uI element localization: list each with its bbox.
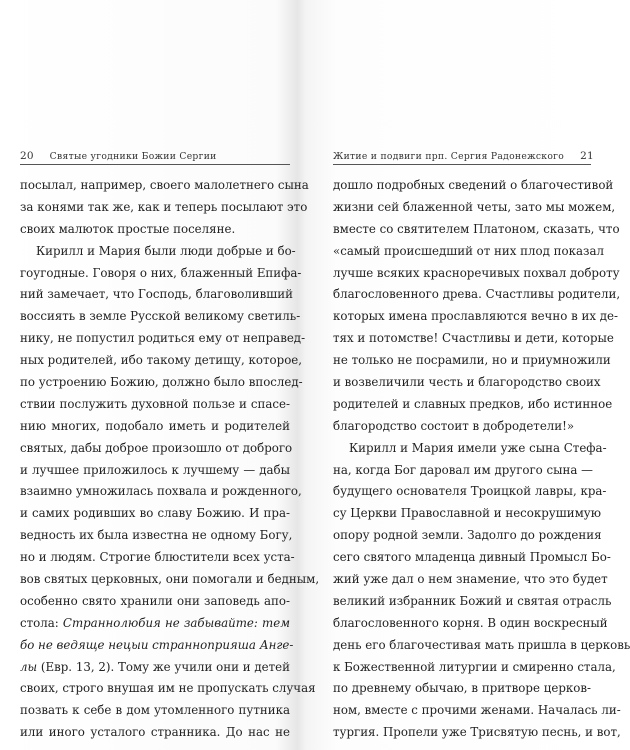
text-line — [333, 613, 608, 635]
text-line — [333, 284, 621, 306]
text-line — [20, 219, 290, 241]
text-line — [333, 569, 608, 591]
right-page-number: 21 — [580, 150, 594, 162]
line-text: святых, дабы доброе произошло от доброго — [20, 440, 293, 455]
left-page-text — [20, 175, 320, 744]
line-text: вов святых церковных, они помогали и бедным, — [20, 572, 320, 587]
line-text: жизни сей блаженной четы, зато мы можем, — [333, 199, 616, 214]
left-page — [20, 150, 320, 744]
text-line — [333, 306, 618, 328]
line-text: по древнему обычаю, в притворе церков- — [333, 681, 591, 696]
line-text: лучше всяких красноречивых похвал доброту — [333, 265, 620, 280]
line-text: и возвеличили честь и благородство своих — [333, 375, 601, 390]
text-line — [20, 591, 290, 613]
text-line — [20, 328, 306, 350]
line-text: дошло подробных сведений о благочестивой — [333, 178, 614, 192]
line-text: нику, не попустил родиться ему от неправед- — [20, 331, 306, 346]
text-line — [20, 460, 290, 482]
line-text: тургия. Пропели уже Трисвятую песнь, и вот, — [333, 725, 621, 740]
italic-quote: бо не ведяще нецыи странноприяша Анге- — [20, 637, 294, 652]
right-page-header — [333, 150, 594, 165]
right-page — [333, 150, 630, 744]
line-text: су Церкви Православной и несокрушимую — [333, 506, 601, 521]
line-text: своих малюток простые поселяне. — [20, 221, 236, 236]
line-text: опору родной земли. Задолго до рождения — [333, 528, 602, 543]
line-text: ных родителей, ибо такому детищу, которое, — [20, 353, 303, 368]
text-line — [20, 438, 293, 460]
text-line — [333, 525, 602, 547]
text-line — [333, 219, 620, 241]
line-text: жий уже дал о нем знамение, что это будет — [333, 572, 608, 587]
text-line — [333, 328, 614, 350]
line-text: тях и потомстве! Счастливы и дети, которые — [333, 331, 614, 346]
line-text: взаимно умножилась похвала и рожденного, — [20, 484, 302, 499]
text-line — [333, 503, 601, 525]
line-text: благословенного корня. В один воскресный — [333, 615, 608, 630]
line-text: своих, строго внушая им не пропускать случая — [20, 681, 316, 696]
text-line — [20, 547, 295, 569]
right-page-text — [333, 175, 630, 744]
line-text: благословенного древа. Счастливы родители, — [333, 287, 621, 302]
text-line — [333, 197, 616, 219]
text-line — [20, 678, 316, 700]
text-line — [20, 263, 302, 285]
text-line — [20, 197, 308, 219]
line-text: посылал, например, своего малолетнего сына — [20, 178, 309, 192]
line-text: великий избранник Божий и святая отрасль — [333, 593, 612, 608]
text-line — [333, 372, 601, 394]
text-line — [20, 481, 302, 503]
text-line — [333, 678, 591, 700]
line-text: ствии послужить духовной пользе и спасе- — [20, 396, 290, 411]
text-line — [333, 547, 611, 569]
line-text: день его благочестивая мать пришла в церковь — [333, 637, 630, 652]
text-line — [333, 591, 612, 613]
line-text: за конями так же, как и теперь посылают это — [20, 199, 308, 214]
left-page-header — [20, 150, 290, 165]
right-running-title: Житие и подвиги прп. Сергия Радонежского — [333, 151, 565, 162]
line-text: на, когда Бог даровал им другого сына — — [333, 462, 593, 477]
text-line — [20, 394, 290, 416]
text-line — [20, 722, 290, 744]
line-text: к Божественной литургии и смиренно стала, — [333, 659, 616, 674]
text-line — [20, 306, 301, 328]
line-text: которых имена прославляются вечно в их де- — [333, 309, 618, 324]
text-line — [333, 700, 621, 722]
line-text: стола: — [20, 615, 63, 630]
line-text: (Евр. 13, 2). Тому же учили они и детей — [37, 659, 290, 674]
text-line — [20, 372, 303, 394]
text-line — [20, 416, 290, 438]
line-text: будущего основателя Троицкой лавры, кра- — [333, 484, 607, 499]
text-line — [333, 460, 591, 482]
line-text: Кирилл и Мария были люди добрые и бо- — [36, 243, 296, 258]
line-text: благородство состоит в добродетели!» — [333, 418, 575, 433]
line-text: ном, вместе с прочими женами. Началась ли- — [333, 703, 621, 718]
text-line — [333, 416, 591, 438]
text-line — [333, 657, 616, 679]
line-text: но и людям. Строгие блюстители всех уста- — [20, 550, 295, 565]
text-line — [333, 263, 620, 285]
text-line — [20, 613, 290, 635]
line-text: и лучшее приложилось к лучшему — дабы — [20, 462, 290, 477]
text-line — [20, 284, 293, 306]
line-text: родителей и славных предков, ибо истинное — [333, 396, 613, 411]
text-line — [20, 525, 293, 547]
text-line — [333, 481, 607, 503]
line-text: нию многих, подобало иметь и родителей — [20, 418, 290, 433]
text-line — [20, 175, 309, 197]
italic-quote: Страннолюбия не забывайте: тем — [62, 615, 290, 630]
left-running-title: Святые угодники Божии Сергии — [49, 151, 217, 162]
text-line — [20, 503, 290, 525]
text-line — [333, 394, 613, 416]
text-line — [20, 657, 290, 679]
text-line — [20, 700, 290, 722]
line-text: не только не посрамили, но и приумножили — [333, 353, 611, 368]
line-text: или иного усталого странника. До нас не — [20, 725, 290, 740]
text-line — [333, 175, 614, 197]
line-text: ний замечает, что Господь, благоволивший — [20, 287, 293, 302]
line-text: Кирилл и Мария имели уже сына Стефа- — [349, 440, 607, 455]
text-line — [333, 241, 604, 263]
italic-quote: лы — [20, 659, 38, 674]
line-text: и самих родивших во славу Божию. И пра- — [20, 506, 290, 521]
text-line — [20, 350, 303, 372]
line-text: воссиять в земле Русской великому светиль- — [20, 309, 301, 324]
line-text: особенно свято хранили они заповедь апо- — [20, 593, 290, 608]
line-text: по устроению Божию, должно было впослед- — [20, 375, 303, 390]
line-text: позвать к себе в дом утомленного путника — [20, 703, 290, 718]
left-page-number: 20 — [20, 150, 34, 162]
line-text: гоугодные. Говоря о них, блаженный Епифа- — [20, 265, 302, 280]
line-text: вместе со святителем Платоном, сказать, что — [333, 221, 620, 236]
text-line — [333, 635, 630, 657]
line-text: сего святого младенца дивный Промысл Бо- — [333, 550, 611, 565]
text-line — [333, 350, 611, 372]
line-text: «самый происшедший от них плод показал — [333, 243, 604, 258]
text-line — [333, 438, 607, 460]
text-line — [20, 569, 320, 591]
text-line — [20, 241, 296, 263]
text-line — [20, 635, 294, 657]
line-text: ведность их была известна не одному Богу, — [20, 528, 293, 543]
text-line — [333, 722, 621, 744]
